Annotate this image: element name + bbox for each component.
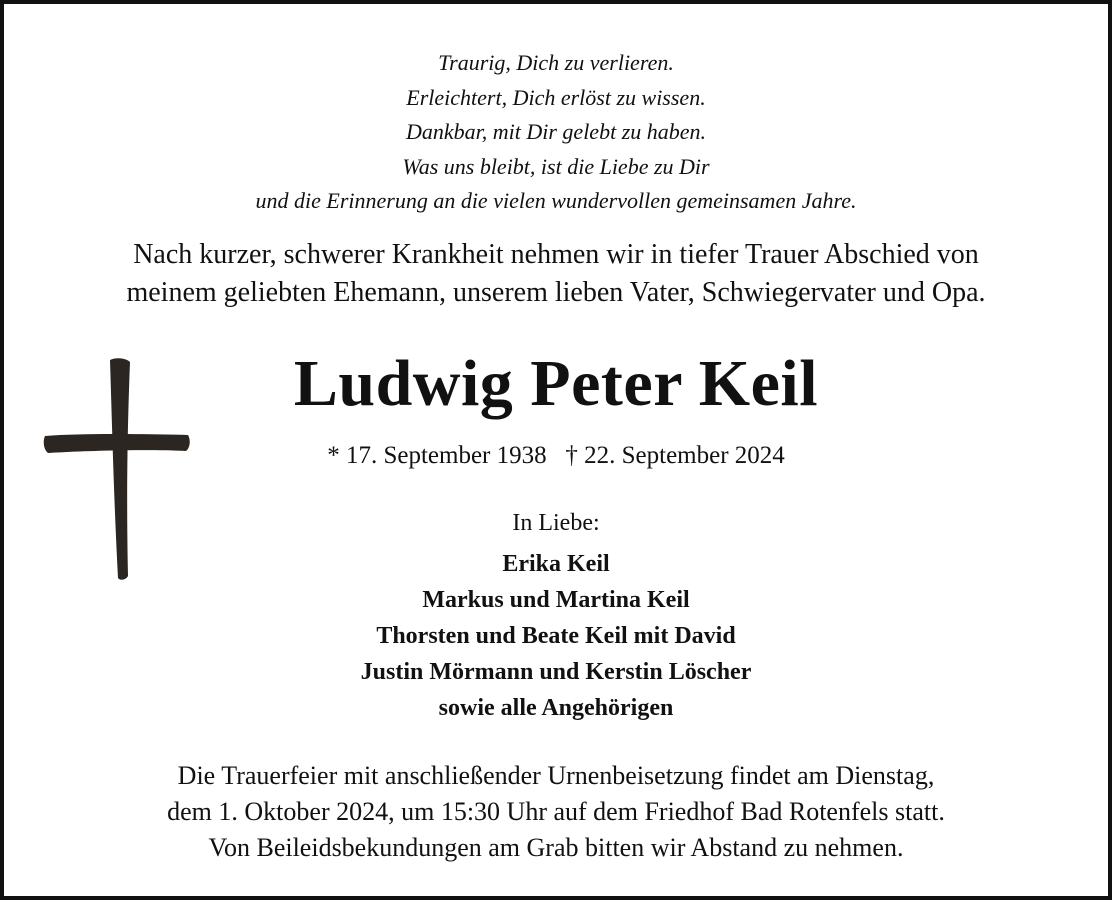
- mourners-list: [4, 546, 1108, 726]
- poem: [4, 46, 1108, 219]
- mourner-name: sowie alle Angehörigen: [438, 695, 674, 721]
- service-line: Von Beileidsbekundungen am Grab bitten wir Abstand zu nehmen.: [208, 833, 904, 862]
- poem-line: Erleichtert, Dich erlöst zu wissen.: [406, 84, 706, 110]
- death-date: † 22. September 2024: [565, 442, 785, 469]
- poem-line: und die Erinnerung an die vielen wundervollen gemeinsamen Jahre.: [255, 188, 857, 213]
- intro-line: Nach kurzer, schwerer Krankheit nehmen wir in tiefer Trauer Abschied von: [133, 239, 979, 270]
- birth-date: * 17. September 1938: [327, 442, 547, 469]
- mourner-name: Thorsten und Beate Keil mit David: [376, 623, 736, 649]
- poem-line: Was uns bleibt, ist die Liebe zu Dir: [402, 153, 710, 179]
- life-dates: [4, 438, 1108, 474]
- mourner-name: Erika Keil: [502, 551, 610, 577]
- deceased-name: Ludwig Peter Keil: [293, 347, 819, 420]
- service-line: Die Trauerfeier mit anschließender Urnenbeisetzung findet am Dienstag,: [177, 761, 935, 790]
- poem-line: Traurig, Dich zu verlieren.: [438, 50, 674, 75]
- intro-line: meinem geliebten Ehemann, unserem lieben Vater, Schwiegervater und Opa.: [126, 277, 986, 308]
- service-info: [4, 758, 1108, 866]
- mourner-name: Justin Mörmann und Kerstin Löscher: [360, 659, 752, 685]
- service-line: dem 1. Oktober 2024, um 15:30 Uhr auf dem Friedhof Bad Rotenfels statt.: [167, 797, 945, 826]
- intro-text: [4, 236, 1108, 312]
- poem-line: Dankbar, mit Dir gelebt zu haben.: [405, 119, 707, 144]
- mourner-name: Markus und Martina Keil: [422, 587, 690, 613]
- mourners-heading: In Liebe:: [512, 510, 600, 536]
